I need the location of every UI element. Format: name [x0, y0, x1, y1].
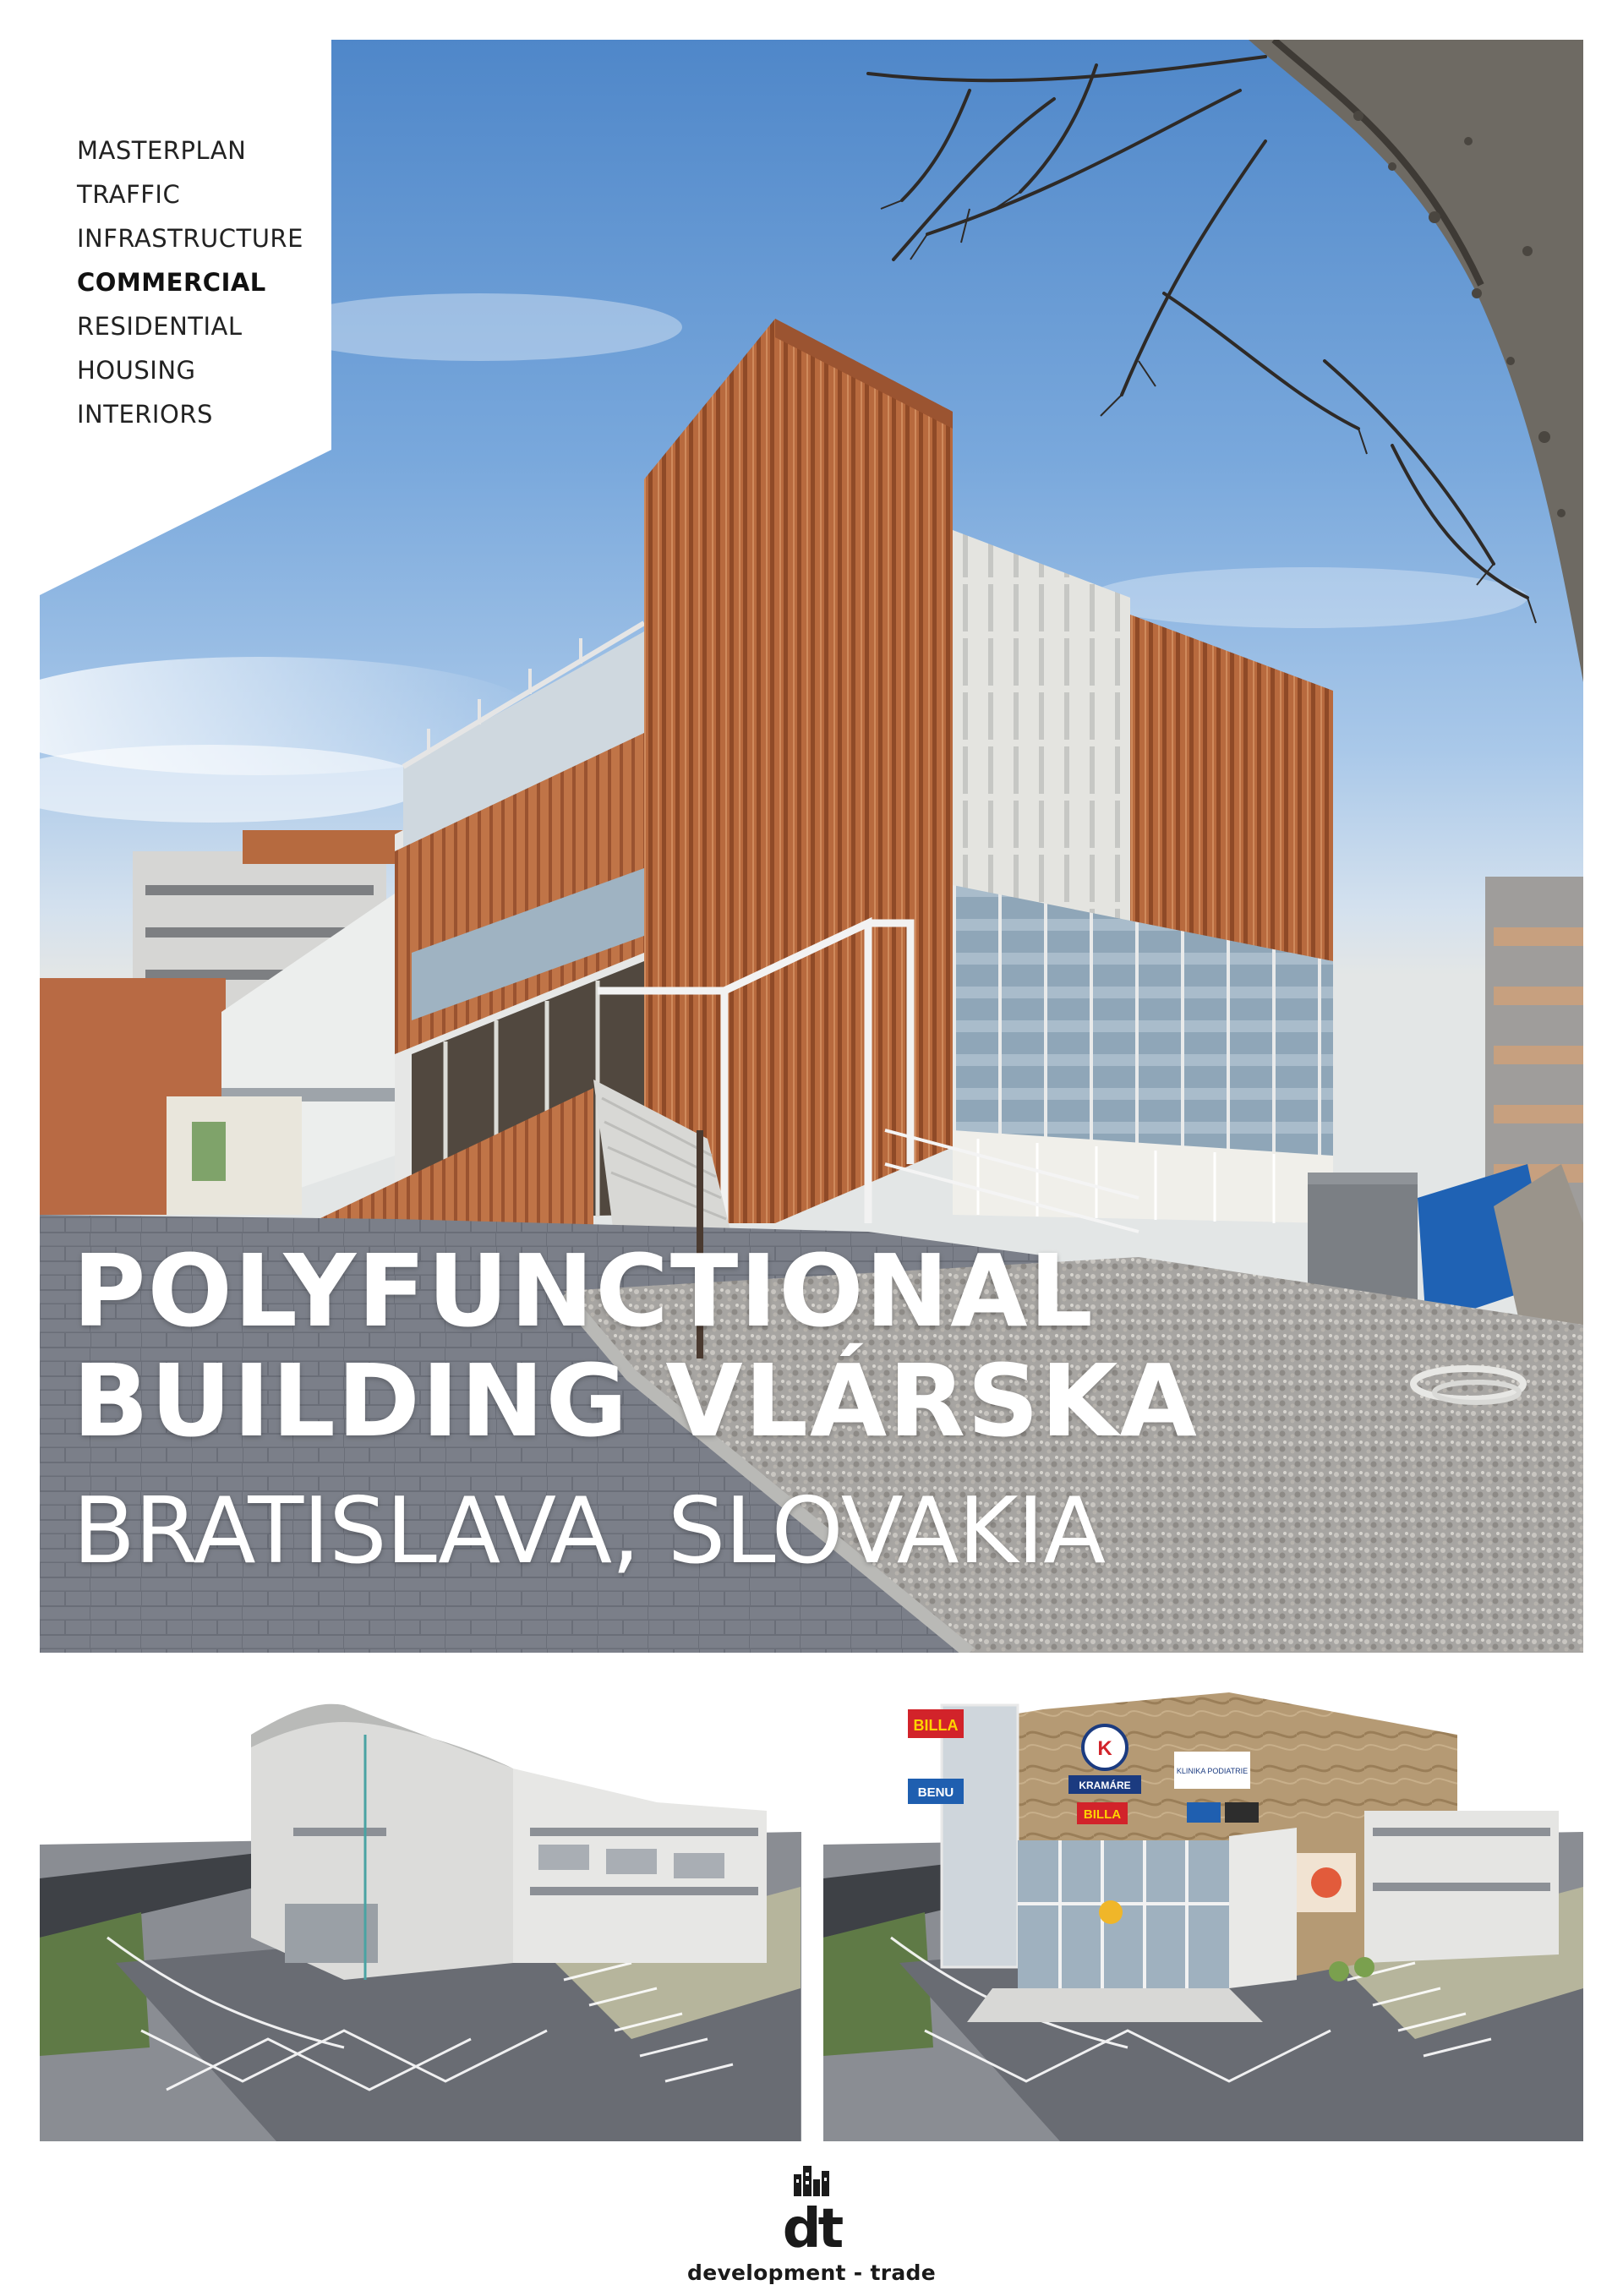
brand-name: development - trade: [687, 2260, 936, 2285]
svg-text:K: K: [1097, 1737, 1112, 1760]
sign-billa-2: BILLA: [1083, 1807, 1122, 1822]
category-list: [77, 128, 303, 436]
sign-clinic: KLINIKA PODIATRIE: [1176, 1767, 1249, 1775]
category-traffic[interactable]: TRAFFIC: [77, 180, 181, 209]
render-after: [823, 1684, 1583, 2141]
project-title-line2: BUILDING VLÁRSKA: [73, 1342, 1199, 1459]
sign-benu: BENU: [917, 1785, 954, 1800]
category-infrastructure[interactable]: INFRASTRUCTURE: [77, 224, 303, 253]
project-title-line1: POLYFUNCTIONAL: [73, 1233, 1095, 1349]
dt-logo-icon: [773, 2162, 850, 2255]
logo-letters: dt: [782, 2198, 841, 2255]
project-location: BRATISLAVA, SLOVAKIA: [73, 1479, 1106, 1584]
category-masterplan[interactable]: MASTERPLAN: [77, 136, 247, 165]
sign-kramare: KRAMÁRE: [1079, 1779, 1131, 1791]
company-logo: [0, 2162, 1623, 2285]
render-after-illustration: [823, 1684, 1583, 2141]
category-commercial[interactable]: COMMERCIAL: [77, 268, 266, 297]
category-residential[interactable]: RESIDENTIAL: [77, 312, 243, 341]
category-interiors[interactable]: INTERIORS: [77, 400, 213, 429]
sign-billa: BILLA: [913, 1717, 959, 1734]
category-housing[interactable]: HOUSING: [77, 356, 196, 385]
render-before-illustration: [40, 1684, 801, 2141]
render-before: [40, 1684, 801, 2141]
